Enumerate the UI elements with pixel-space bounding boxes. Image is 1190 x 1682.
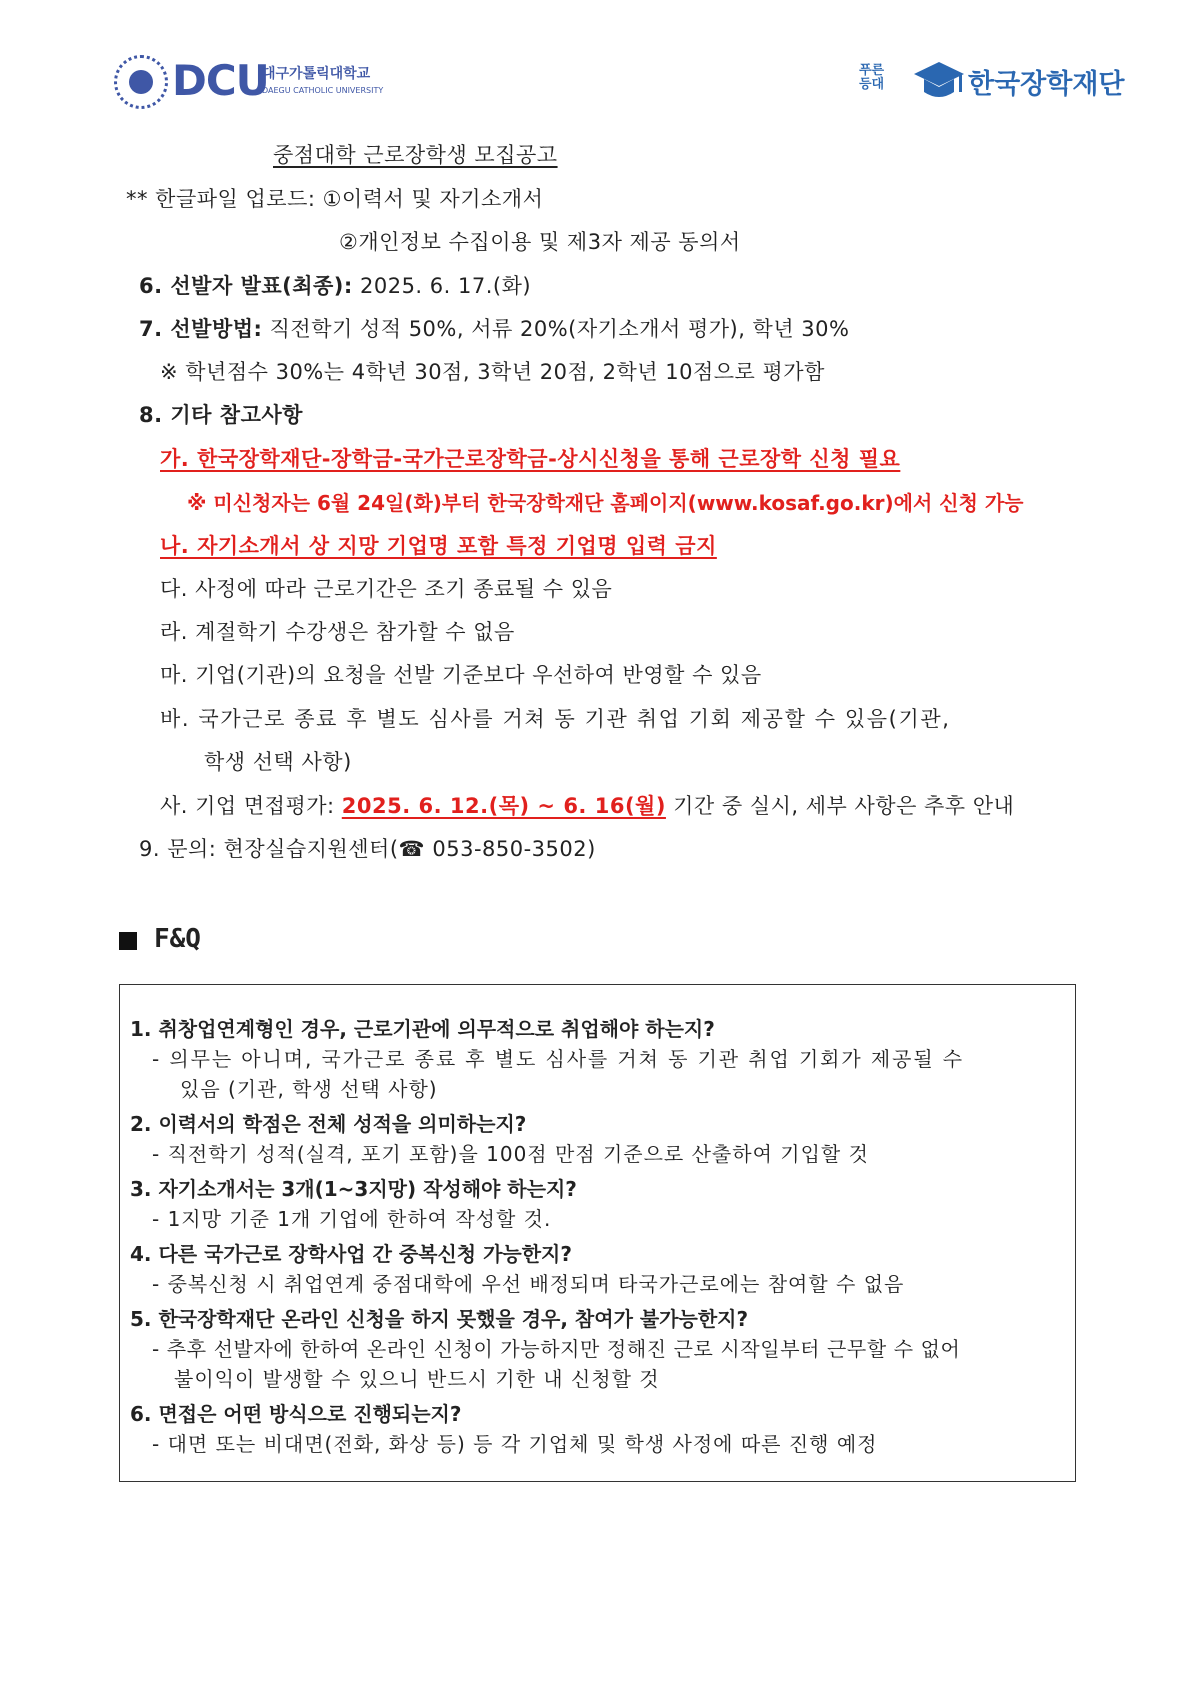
bullet-square-icon: [119, 932, 137, 950]
faq-q-3: 3. 자기소개서는 3개(1~3지망) 작성해야 하는지?: [130, 1177, 577, 1201]
phone-icon: ☎: [398, 837, 426, 861]
faq-a-3: - 1지망 기준 1개 기업에 한하여 작성할 것.: [152, 1207, 552, 1231]
item-7-value: 직전학기 성적 50%, 서류 20%(자기소개서 평가), 학년 30%: [262, 317, 850, 341]
item-8-sa: [160, 790, 1014, 820]
dcu-name: 대구가톨릭대학교: [262, 66, 371, 82]
interview-dates: 2025. 6. 12.(목) ~ 6. 16(월): [341, 794, 666, 818]
item-8-na: 나. 자기소개서 상 지망 기업명 포함 특정 기업명 입력 금지: [160, 534, 717, 558]
kosaf-name: 한국장학재단: [968, 69, 1125, 100]
faq-q-2: 2. 이력서의 학점은 전체 성적을 의미하는지?: [130, 1112, 527, 1136]
faq-a-4: - 중복신청 시 취업연계 중점대학에 우선 배정되며 타국가근로에는 참여할 수 없음: [152, 1272, 905, 1296]
faq-q-1: 1. 취창업연계형인 경우, 근로기관에 의무적으로 취업해야 하는지?: [130, 1017, 715, 1041]
item-9: [139, 833, 596, 863]
dcu-logo-text: DCU: [172, 56, 269, 105]
faq-a-1-line-1: - 의무는 아니며, 국가근로 종료 후 별도 심사를 거쳐 동 기관 취업 기회가 제공될 수: [152, 1047, 965, 1071]
faq-a-5-line-2: 불이익이 발생할 수 있으니 반드시 기한 내 신청할 것: [174, 1367, 660, 1391]
faq-a-1-line-2: 있음 (기관, 학생 선택 사항): [180, 1077, 438, 1101]
kosaf-slogan: 푸른등대: [859, 63, 885, 92]
item-8-ba-line-2: 학생 선택 사항): [204, 750, 352, 774]
dcu-seal-icon: [114, 55, 168, 109]
faq-q-5: 5. 한국장학재단 온라인 신청을 하지 못했을 경우, 참여가 불가능한지?: [130, 1307, 749, 1331]
item-7: [139, 313, 849, 343]
item-8-ra: 라. 계절학기 수강생은 참가할 수 없음: [160, 620, 515, 644]
item-8-ba-line-1: 바. 국가근로 종료 후 별도 심사를 거쳐 동 기관 취업 기회 제공할 수 있음(기관,: [160, 707, 951, 731]
item-8-ga: 가. 한국장학재단-장학금-국가근로장학금-상시신청을 통해 근로장학 신청 필요: [160, 447, 901, 471]
graduation-cap-icon: [912, 60, 966, 106]
faq-q-4: 4. 다른 국가근로 장학사업 간 중복신청 가능한지?: [130, 1242, 572, 1266]
faq-box: [119, 984, 1076, 1482]
faq-a-6: - 대면 또는 비대면(전화, 화상 등) 등 각 기업체 및 학생 사정에 따른 진행 예정: [152, 1432, 878, 1456]
faq-heading: F&Q: [154, 924, 201, 954]
item-6: [139, 270, 531, 300]
upload-item-1: ①이력서 및 자기소개서: [322, 187, 544, 211]
item-7-note: ※ 학년점수 30%는 4학년 30점, 3학년 20점, 2학년 10점으로 평가함: [160, 360, 825, 384]
item-8-sa-suffix: 기간 중 실시, 세부 사항은 추후 안내: [665, 794, 1015, 818]
upload-prefix: ** 한글파일 업로드:: [126, 187, 323, 211]
faq-a-2: - 직전학기 성적(실격, 포기 포함)을 100점 만점 기준으로 산출하여 기입할 것: [152, 1142, 869, 1166]
upload-item-2: ②개인정보 수집이용 및 제3자 제공 동의서: [339, 230, 741, 254]
faq-a-5-line-1: - 추후 선발자에 한하여 온라인 신청이 가능하지만 정해진 근로 시작일부터 근무할 수 없어: [152, 1337, 961, 1361]
item-9-phone: 053-850-3502): [425, 837, 596, 861]
upload-line-1: [126, 183, 543, 213]
item-8-sa-prefix: 사. 기업 면접평가:: [160, 794, 342, 818]
item-9-prefix: 9. 문의: 현장실습지원센터(: [139, 837, 399, 861]
item-8-label: 8. 기타 참고사항: [139, 403, 303, 427]
item-6-label: 6. 선발자 발표(최종):: [139, 274, 353, 298]
faq-q-6: 6. 면접은 어떤 방식으로 진행되는지?: [130, 1402, 462, 1426]
item-8-da: 다. 사정에 따라 근로기간은 조기 종료될 수 있음: [160, 577, 613, 601]
item-7-label: 7. 선발방법:: [139, 317, 263, 341]
item-8-ma: 마. 기업(기관)의 요청을 선발 기준보다 우선하여 반영할 수 있음: [160, 663, 762, 687]
dcu-name-en: DAEGU CATHOLIC UNIVERSITY: [262, 86, 384, 95]
item-6-value: 2025. 6. 17.(화): [352, 274, 532, 298]
item-8-ga-note: ※ 미신청자는 6월 24일(화)부터 한국장학재단 홈페이지(www.kosaf.go.kr)에서 신청 가능: [187, 491, 1024, 515]
notice-title: 중점대학 근로장학생 모집공고: [273, 143, 558, 167]
